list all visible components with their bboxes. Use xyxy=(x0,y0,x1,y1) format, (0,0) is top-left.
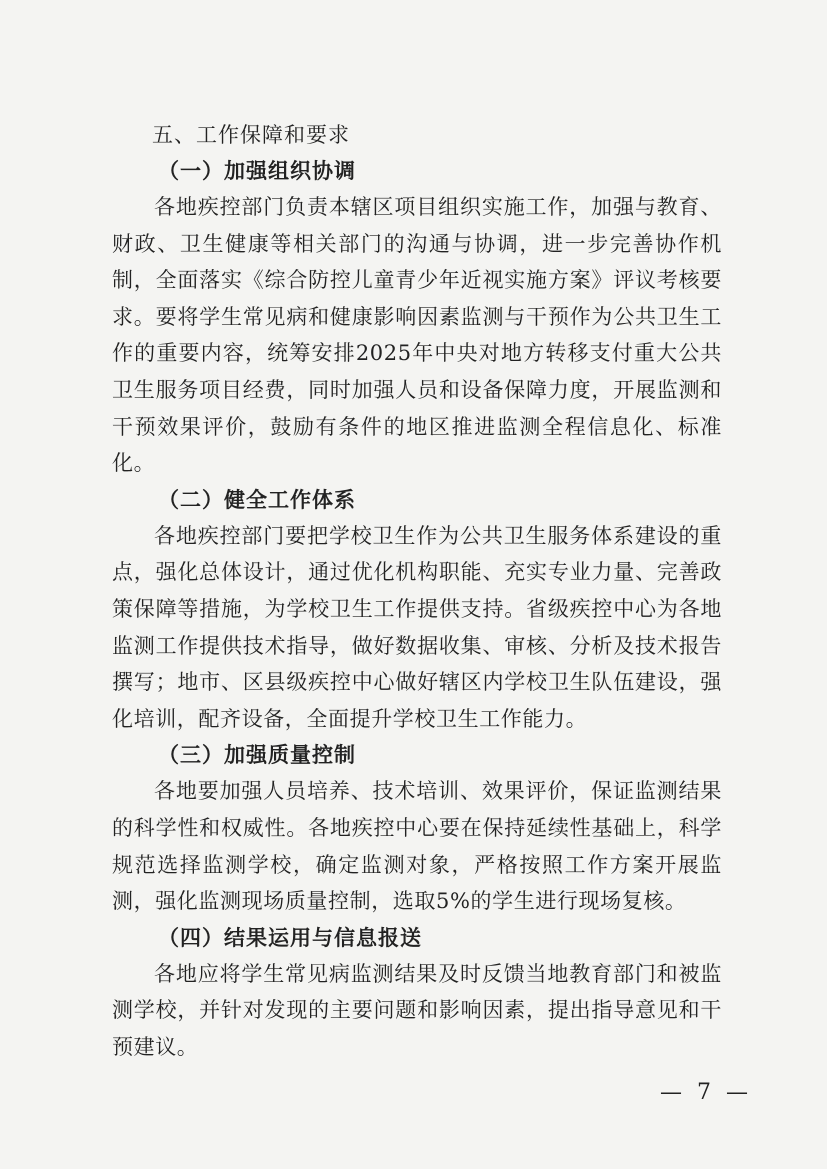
subsection-paragraph-3: 各地要加强人员培养、技术培训、效果评价，保证监测结果的科学性和权威性。各地疾控中心要在保持延续性基础上，科学规范选择监测学校，确定监测对象，严格按照工作方案开展监测，强化监测现场质量控制，选取5%的学生进行现场复核。 xyxy=(112,779,722,914)
page-number: — 7 — xyxy=(660,1080,752,1105)
subsection-paragraph-2: 各地疾控部门要把学校卫生作为公共卫生服务体系建设的重点，强化总体设计，通过优化机构职能、充实专业力量、完善政策保障等措施，为学校卫生工作提供支持。省级疾控中心为各地监测工作提供技术指导，做好数据收集、审核、分析及技术报告撰写；地市、区县级疾控中心做好辖区内学校卫生队伍建设，强化培训，配齐设备，全面提升学校卫生工作能力。 xyxy=(112,523,722,731)
subsection-heading-3: （三）加强质量控制 xyxy=(158,742,356,768)
subsection-paragraph-4: 各地应将学生常见病监测结果及时反馈当地教育部门和被监测学校，并针对发现的主要问题和影响因素，提出指导意见和干预建议。 xyxy=(112,961,722,1059)
page-content xyxy=(112,117,722,1065)
subsection-heading-4: （四）结果运用与信息报送 xyxy=(158,924,422,950)
section-title: 五、工作保障和要求 xyxy=(152,123,350,147)
subsection-heading-2: （二）健全工作体系 xyxy=(158,486,356,512)
subsection-heading-1: （一）加强组织协调 xyxy=(158,158,356,183)
subsection-paragraph-1: 各地疾控部门负责本辖区项目组织实施工作，加强与教育、财政、卫生健康等相关部门的沟通与协调，进一步完善协作机制，全面落实《综合防控儿童青少年近视实施方案》评议考核要求。要将学生常见病和健康影响因素监测与干预作为公共卫生工作的重要内容，统筹安排2025年中央对地方转移支付重大公共卫生服务项目经费，同时加强人员和设备保障力度，开展监测和干预效果评价，鼓励有条件的地区推进监测全程信息化、标准化。 xyxy=(112,195,722,476)
